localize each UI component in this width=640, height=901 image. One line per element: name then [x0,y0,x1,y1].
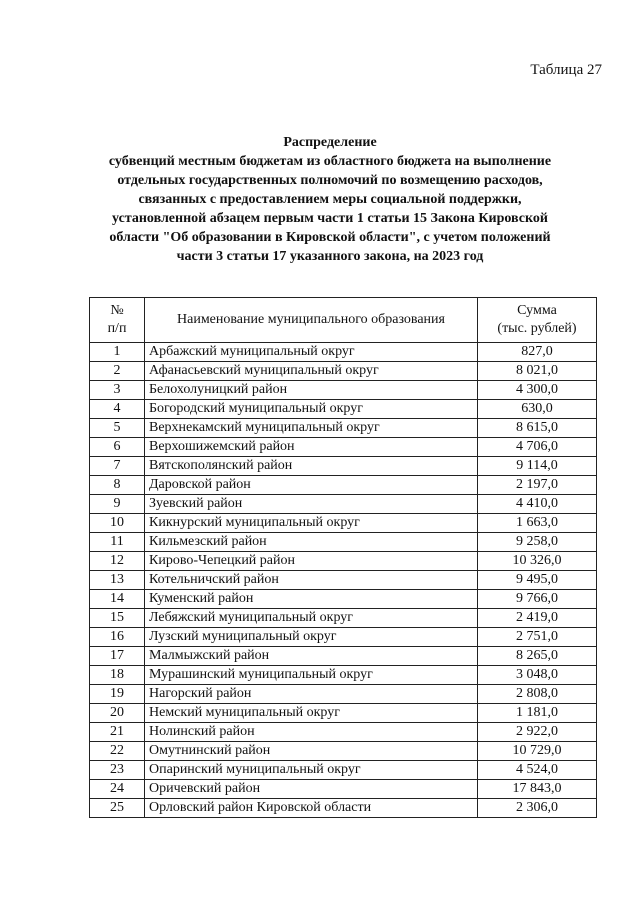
row-amount: 4 706,0 [478,438,597,457]
heading-line-4: связанных с предоставлением меры социальной поддержки, [138,192,522,207]
row-municipality-name: Мурашинский муниципальный округ [145,666,478,685]
table-row [90,780,597,799]
table-row [90,571,597,590]
document-heading [100,133,560,266]
row-amount: 9 258,0 [478,533,597,552]
column-header-sum [478,298,597,343]
table-row [90,552,597,571]
row-municipality-name: Арбажский муниципальный округ [145,343,478,362]
row-amount: 4 300,0 [478,381,597,400]
row-amount: 9 766,0 [478,590,597,609]
row-municipality-name: Нолинский район [145,723,478,742]
table-row [90,799,597,818]
row-amount: 9 495,0 [478,571,597,590]
row-number: 11 [90,533,145,552]
row-amount: 4 410,0 [478,495,597,514]
row-number: 19 [90,685,145,704]
table-row [90,400,597,419]
row-number: 6 [90,438,145,457]
row-municipality-name: Белохолуницкий район [145,381,478,400]
table-header-row [90,298,597,343]
column-header-number-line2: п/п [107,321,127,336]
heading-line-3: отдельных государственных полномочий по возмещению расходов, [117,173,543,188]
table-row [90,761,597,780]
row-municipality-name: Лебяжский муниципальный округ [145,609,478,628]
row-number: 16 [90,628,145,647]
table-row [90,647,597,666]
row-number: 18 [90,666,145,685]
row-number: 10 [90,514,145,533]
row-municipality-name: Котельничский район [145,571,478,590]
row-amount: 2 197,0 [478,476,597,495]
row-number: 7 [90,457,145,476]
row-amount: 3 048,0 [478,666,597,685]
table-row [90,628,597,647]
table-row [90,666,597,685]
row-number: 20 [90,704,145,723]
row-number: 15 [90,609,145,628]
column-header-number [90,298,145,343]
row-municipality-name: Афанасьевский муниципальный округ [145,362,478,381]
row-municipality-name: Лузский муниципальный округ [145,628,478,647]
table-row [90,381,597,400]
row-municipality-name: Нагорский район [145,685,478,704]
row-municipality-name: Опаринский муниципальный округ [145,761,478,780]
row-number: 21 [90,723,145,742]
column-header-sum-line1: Сумма [517,303,557,318]
table-row [90,685,597,704]
row-number: 4 [90,400,145,419]
table-number-label: Таблица 27 [530,62,602,78]
row-amount: 8 265,0 [478,647,597,666]
row-amount: 2 808,0 [478,685,597,704]
row-number: 2 [90,362,145,381]
row-number: 23 [90,761,145,780]
row-number: 3 [90,381,145,400]
table-body [90,343,597,818]
table-row [90,476,597,495]
heading-line-6: области "Об образовании в Кировской области", с учетом положений [109,230,551,245]
table-row [90,362,597,381]
row-municipality-name: Кирово-Чепецкий район [145,552,478,571]
table-row [90,343,597,362]
row-amount: 1 663,0 [478,514,597,533]
column-header-name: Наименование муниципального образования [145,298,478,343]
heading-line-1: Распределение [283,135,377,150]
row-municipality-name: Малмыжский район [145,647,478,666]
table-row [90,533,597,552]
row-amount: 10 326,0 [478,552,597,571]
row-municipality-name: Омутнинский район [145,742,478,761]
row-municipality-name: Даровской район [145,476,478,495]
row-amount: 630,0 [478,400,597,419]
table-row [90,457,597,476]
table-row [90,723,597,742]
row-amount: 8 615,0 [478,419,597,438]
row-amount: 10 729,0 [478,742,597,761]
table-row [90,495,597,514]
row-municipality-name: Верхошижемский район [145,438,478,457]
row-amount: 17 843,0 [478,780,597,799]
row-number: 14 [90,590,145,609]
row-amount: 2 306,0 [478,799,597,818]
heading-line-2: субвенций местным бюджетам из областного бюджета на выполнение [108,154,552,169]
row-number: 5 [90,419,145,438]
distribution-table [89,297,597,818]
column-header-number-line1: № [110,303,124,318]
row-number: 12 [90,552,145,571]
row-number: 17 [90,647,145,666]
table-row [90,438,597,457]
row-municipality-name: Верхнекамский муниципальный округ [145,419,478,438]
row-municipality-name: Оричевский район [145,780,478,799]
heading-line-5: установленной абзацем первым части 1 статьи 15 Закона Кировской [112,211,548,226]
row-number: 22 [90,742,145,761]
row-amount: 8 021,0 [478,362,597,381]
row-amount: 1 181,0 [478,704,597,723]
row-municipality-name: Богородский муниципальный округ [145,400,478,419]
row-number: 1 [90,343,145,362]
row-municipality-name: Орловский район Кировской области [145,799,478,818]
row-number: 24 [90,780,145,799]
table-row [90,419,597,438]
row-municipality-name: Кильмезский район [145,533,478,552]
row-number: 8 [90,476,145,495]
row-municipality-name: Кикнурский муниципальный округ [145,514,478,533]
table-row [90,742,597,761]
row-amount: 827,0 [478,343,597,362]
heading-line-7: части 3 статьи 17 указанного закона, на 2023 год [176,249,484,264]
table-row [90,609,597,628]
row-municipality-name: Вятскополянский район [145,457,478,476]
row-amount: 2 419,0 [478,609,597,628]
row-number: 9 [90,495,145,514]
row-number: 25 [90,799,145,818]
row-amount: 2 751,0 [478,628,597,647]
table-row [90,514,597,533]
row-number: 13 [90,571,145,590]
row-amount: 2 922,0 [478,723,597,742]
row-municipality-name: Зуевский район [145,495,478,514]
table-row [90,704,597,723]
row-amount: 4 524,0 [478,761,597,780]
table-row [90,590,597,609]
row-municipality-name: Немский муниципальный округ [145,704,478,723]
column-header-sum-line2: (тыс. рублей) [497,321,577,336]
row-municipality-name: Куменский район [145,590,478,609]
row-amount: 9 114,0 [478,457,597,476]
